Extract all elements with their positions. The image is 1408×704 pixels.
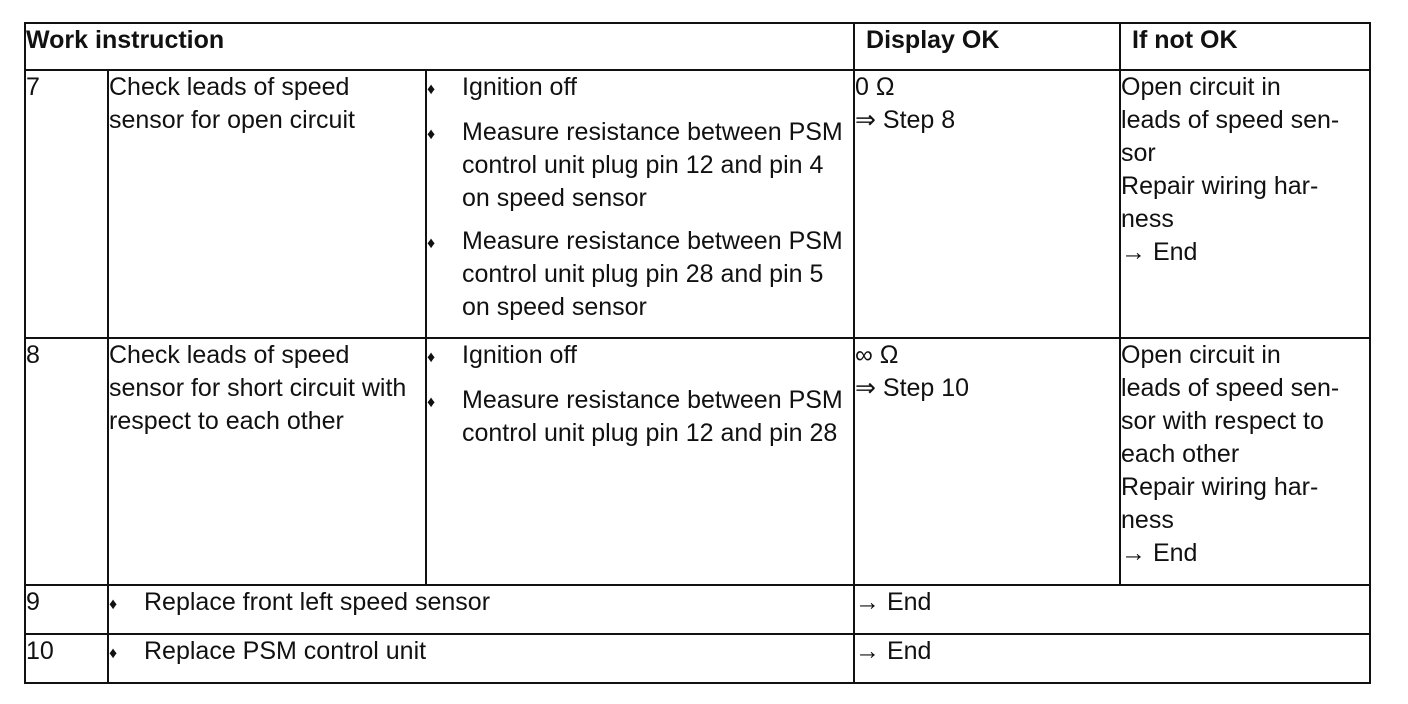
- if-not-ok-line: sor with respect to: [1121, 407, 1324, 435]
- action-cell: [108, 585, 854, 634]
- if-not-ok-line: leads of speed sen-: [1121, 106, 1340, 134]
- display-ok-cell: → End: [854, 634, 1370, 683]
- next-step-link: ⇒ Step 8: [855, 106, 956, 134]
- display-ok-cell: → End: [854, 585, 1370, 634]
- bullet-text: Ignition off: [462, 341, 577, 369]
- bullet-item: [427, 384, 853, 450]
- if-not-ok-line: leads of speed sen-: [1121, 374, 1340, 402]
- table-header-row: [25, 23, 1370, 70]
- table-row-step-9: [25, 585, 1370, 634]
- diamond-bullet-icon: ♦: [109, 596, 118, 613]
- if-not-ok-line: Open circuit in: [1121, 341, 1281, 369]
- bullet-item: [427, 71, 853, 106]
- diamond-bullet-icon: ♦: [109, 645, 118, 662]
- next-step-link: ⇒ Step 10: [855, 374, 970, 402]
- step-number: 9: [25, 585, 108, 634]
- if-not-ok-line: Repair wiring har-: [1121, 172, 1319, 200]
- header-work-instruction: Work instruction: [25, 23, 854, 70]
- action-text: Replace PSM control unit: [144, 637, 427, 665]
- table-row-step-10: [25, 634, 1370, 683]
- if-not-ok-line: Repair wiring har-: [1121, 473, 1319, 501]
- display-ok-cell: [854, 338, 1120, 585]
- bullet-item: [427, 116, 853, 215]
- display-value: ∞ Ω: [855, 341, 899, 369]
- step-number: 7: [25, 70, 108, 338]
- if-not-ok-cell: [1120, 338, 1370, 585]
- step-bullets: [426, 338, 854, 585]
- diamond-bullet-icon: ♦: [427, 81, 436, 98]
- bullet-text: Measure resistance between PSM control unit plug pin 12 and pin 28: [462, 386, 843, 447]
- action-text: Replace front left speed sensor: [144, 588, 491, 616]
- table-row-step-7: [25, 70, 1370, 338]
- bullet-item: [427, 339, 853, 374]
- bullet-item: [427, 225, 853, 324]
- bullet-text: Ignition off: [462, 73, 577, 101]
- step-number: 10: [25, 634, 108, 683]
- display-value: 0 Ω: [855, 73, 895, 101]
- if-not-ok-line: ness: [1121, 506, 1174, 534]
- diamond-bullet-icon: ♦: [427, 349, 436, 366]
- if-not-ok-line: each other: [1121, 440, 1240, 468]
- header-display-ok: Display OK: [854, 23, 1120, 70]
- if-not-ok-line: → End: [1121, 238, 1198, 266]
- if-not-ok-line: → End: [1121, 539, 1198, 567]
- header-if-not-ok: If not OK: [1120, 23, 1370, 70]
- diamond-bullet-icon: ♦: [427, 235, 436, 252]
- diamond-bullet-icon: ♦: [427, 394, 436, 411]
- bullet-item: [109, 635, 853, 670]
- step-description: Check leads of speed sensor for open circuit: [108, 70, 426, 338]
- step-bullets: [426, 70, 854, 338]
- if-not-ok-line: ness: [1121, 205, 1174, 233]
- action-cell: [108, 634, 854, 683]
- if-not-ok-cell: [1120, 70, 1370, 338]
- bullet-item: [109, 586, 853, 621]
- bullet-text: Measure resistance between PSM control unit plug pin 12 and pin 4 on speed sensor: [462, 118, 843, 212]
- diamond-bullet-icon: ♦: [427, 126, 436, 143]
- work-instruction-table: [24, 22, 1371, 684]
- table-row-step-8: [25, 338, 1370, 585]
- bullet-text: Measure resistance between PSM control unit plug pin 28 and pin 5 on speed sensor: [462, 227, 843, 321]
- display-ok-cell: [854, 70, 1120, 338]
- if-not-ok-line: sor: [1121, 139, 1156, 167]
- if-not-ok-line: Open circuit in: [1121, 73, 1281, 101]
- step-description: Check leads of speed sensor for short circuit with respect to each other: [108, 338, 426, 585]
- step-number: 8: [25, 338, 108, 585]
